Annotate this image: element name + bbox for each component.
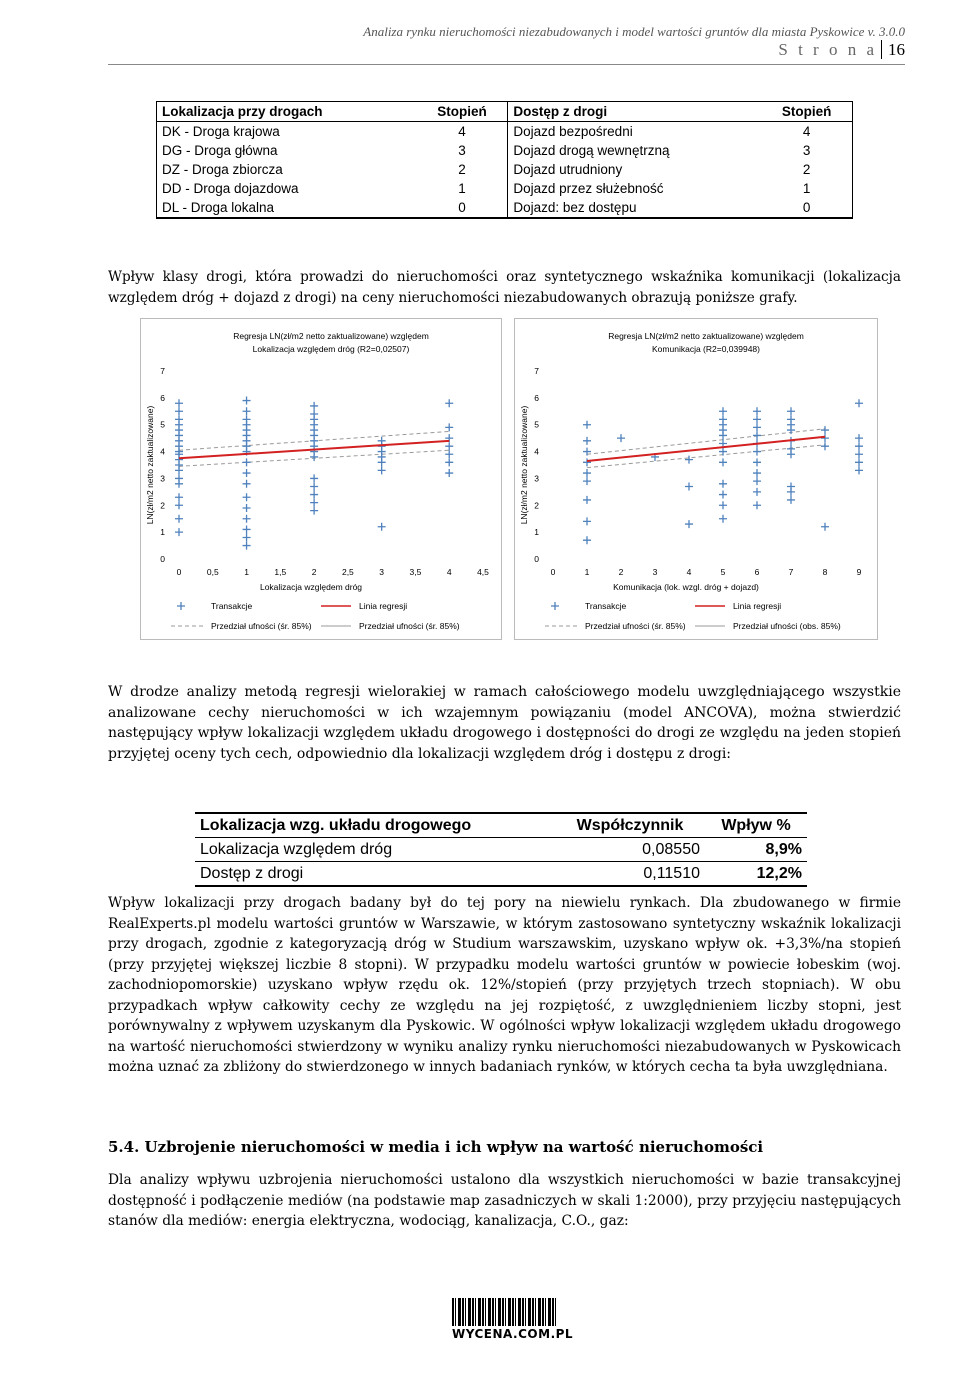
intro-paragraph: Wpływ klasy drogi, która prowadzi do nieruchomości oraz syntetycznego wskaźnika komunikacji (lokalizacja względem dróg + dojazd z drogi) na ceny nieruchomości niezabudowanych obrazują poniższe grafy. (108, 269, 901, 306)
data-point (821, 442, 829, 450)
data-point (685, 482, 693, 490)
data-point (175, 407, 183, 415)
data-point (243, 493, 251, 501)
data-point (719, 480, 727, 488)
table-cell: Dostęp z drogi (195, 862, 555, 887)
data-point (719, 515, 727, 523)
data-point (855, 434, 863, 442)
data-point (243, 525, 251, 533)
degrees-table-header (157, 102, 853, 122)
y-tick-label: 6 (534, 392, 539, 403)
data-point (583, 437, 591, 445)
table-cell: 0 (761, 198, 852, 218)
data-point (243, 397, 251, 405)
table-cell: Dojazd przez służebność (508, 179, 761, 198)
data-point (175, 501, 183, 509)
table-row (157, 160, 853, 179)
legend-label: Linia regresji (733, 601, 782, 611)
table-cell: 0 (417, 198, 508, 218)
data-point (243, 407, 251, 415)
data-point (445, 423, 453, 431)
legend-label: Linia regresji (359, 601, 408, 611)
table-cell: 4 (761, 122, 852, 142)
data-point (243, 515, 251, 523)
x-tick-label: 0 (176, 567, 182, 577)
data-point (310, 507, 318, 515)
y-tick-label: 7 (160, 366, 165, 376)
x-tick-label: 8 (822, 567, 828, 577)
x-tick-label: 3 (379, 567, 385, 577)
data-point (175, 493, 183, 501)
table-cell: 2 (761, 160, 852, 179)
y-tick-label: 1 (534, 527, 539, 538)
data-point (378, 466, 386, 474)
data-point (753, 423, 761, 431)
ancova-paragraph: W drodze analizy metodą regresji wielorakiej w ramach całościowego modelu uwzględniającego wszystkie analizowane cechy nieruchomości w ich wzajemnym powiązaniu (model ANCOVA), można stwierdzić następujący wpływ lokalizacji względem układu drogowego i dostępności do drogi ze względu na jeden stopień przyjętej oceny tych cech, odpowiednio dla lokalizacji względem dróg i dostępu z drogi: (108, 684, 901, 762)
page-number: 16 (881, 40, 905, 59)
legend-label: Przedział ufności (śr. 85%) (585, 621, 686, 631)
data-point (855, 450, 863, 458)
data-point (243, 469, 251, 477)
x-tick-label: 2 (618, 567, 624, 577)
table-cell: DD - Droga dojazdowa (157, 179, 417, 198)
data-point (719, 491, 727, 499)
table-cell: DZ - Droga zbiorcza (157, 160, 417, 179)
header-cell: Dostęp z drogi (508, 102, 761, 122)
header-cell: Stopień (417, 102, 508, 122)
y-tick-label: 0 (534, 554, 539, 564)
chart-communication (514, 318, 878, 640)
data-point (821, 434, 829, 442)
data-point (445, 442, 453, 450)
data-point (719, 407, 727, 415)
y-tick-label: 3 (160, 473, 165, 484)
data-point (821, 426, 829, 434)
x-tick-label: 4,5 (477, 567, 489, 577)
y-tick-label: 2 (534, 500, 539, 511)
data-point (175, 415, 183, 423)
table-row (157, 141, 853, 160)
data-point (243, 504, 251, 512)
data-point (753, 488, 761, 496)
table-cell: DG - Droga główna (157, 141, 417, 160)
header-cell: Współczynnik (555, 813, 705, 838)
data-point (175, 399, 183, 407)
data-point (243, 415, 251, 423)
footer-logo (452, 1298, 574, 1341)
legend-label: Przedział ufności (śr. 85%) (359, 621, 460, 631)
data-point (243, 480, 251, 488)
data-point (445, 469, 453, 477)
data-point (855, 399, 863, 407)
data-point (685, 456, 693, 464)
degrees-table (156, 101, 853, 219)
data-point (753, 458, 761, 466)
table-row (195, 838, 807, 862)
chart-subtitle: Lokalizacja względem dróg (R2=0,02507) (252, 344, 410, 354)
data-point (753, 407, 761, 415)
ci-upper-line (587, 429, 825, 455)
data-point (855, 466, 863, 474)
table-cell: DK - Droga krajowa (157, 122, 417, 142)
data-point (787, 496, 795, 504)
chart-location-roads (140, 318, 502, 640)
data-point (175, 528, 183, 536)
data-point (787, 445, 795, 453)
legend-label: Przedział ufności (obs. 85%) (733, 621, 841, 631)
page-label-text: S t r o n a (778, 40, 877, 59)
chart-subtitle: Komunikacja (R2=0,039948) (652, 344, 760, 354)
legend-label: Przedział ufności (śr. 85%) (211, 621, 312, 631)
table-row (157, 122, 853, 142)
data-point (310, 499, 318, 507)
y-axis-label: LN(zł/m2 netto zaktualizowane) (145, 405, 155, 525)
section-heading: 5.4. Uzbrojenie nieruchomości w media i ich wpływ na wartość nieruchomości (108, 1138, 764, 1156)
x-tick-label: 2 (311, 567, 317, 577)
y-tick-label: 4 (160, 446, 165, 457)
data-point (787, 407, 795, 415)
table-cell: 3 (761, 141, 852, 160)
data-point (855, 458, 863, 466)
table-cell: Dojazd drogą wewnętrzną (508, 141, 761, 160)
x-tick-label: 4 (446, 567, 452, 577)
data-point (310, 474, 318, 482)
table-cell: 3 (458, 143, 466, 158)
table-cell: 1 (761, 179, 852, 198)
comparison-paragraph: Wpływ lokalizacji przy drogach badany był do tej pory na niewielu rynkach. Dla zbudowanego w firmie RealExperts.pl modelu wartości gruntów w Warszawie, w którym zastosowano syntetyczny wskaźnik lokalizacji przy drogach, zgodnie z kategoryzacją dróg w Studium warszawskim, uzyskano wpływ ok. +3,3%/na stopień (przy przyjętej większej liczbie 8 stopni). W przypadku modelu wartości gruntów w powiecie łobeskim (woj. zachodniopomorskie) uzyskano wpływ rzędu ok. 12%/stopień (przy przyjętych trzech stopniach). W obu przypadkach wpływ całkowity cechy ze względu na jej rozpiętość, z uwzględnieniem liczby stopni, jest porównywalny z wpływem uzyskanym dla Pyskowic. W ogólności wpływ lokalizacji względem układu drogowego na wartość nieruchomości stwierdzony w wyniku analizy rynku nieruchomości niezabudowanych w Pyskowicach można uznać za zbliżony do stwierdzonego w innych badaniach rynków, w których cecha ta była uwzględniana. (108, 895, 901, 1075)
data-point (310, 402, 318, 410)
factor-table-header (195, 813, 807, 838)
data-point (787, 482, 795, 490)
data-point (583, 458, 591, 466)
y-tick-label: 0 (160, 554, 165, 564)
table-cell: 12,2% (705, 862, 807, 887)
data-point (243, 534, 251, 542)
legend-label: Transakcje (585, 601, 627, 611)
barcode-image (452, 1298, 556, 1326)
data-point (753, 415, 761, 423)
y-tick-label: 6 (160, 392, 165, 403)
y-tick-label: 5 (160, 419, 165, 430)
table-cell: 4 (458, 124, 466, 139)
data-point (617, 434, 625, 442)
header-cell: Lokalizacja przy drogach (157, 102, 417, 122)
x-tick-label: 3,5 (409, 567, 422, 577)
data-point (685, 520, 693, 528)
x-tick-label: 9 (856, 567, 862, 577)
table-cell: 0,11510 (555, 862, 705, 887)
data-point (378, 523, 386, 531)
x-tick-label: 7 (788, 567, 794, 577)
data-point (753, 477, 761, 485)
y-tick-label: 1 (160, 527, 165, 538)
y-tick-label: 3 (534, 473, 539, 484)
x-tick-label: 1,5 (274, 567, 287, 577)
utilities-paragraph: Dla analizy wpływu uzbrojenia nieruchomości ustalono dla wszystkich nieruchomości w bazie transakcyjnej dostępność i podłączenie mediów (na podstawie map zasadniczych w skali 1:2000), przy przyjęciu następujących stanów dla mediów: energia elektryczna, wodociąg, kanalizacja, C.O., gaz: (108, 1172, 901, 1229)
chart-title: Regresja LN(zł/m2 netto zaktualizowane) względem (608, 331, 804, 341)
table-row (195, 862, 807, 887)
data-point (243, 458, 251, 466)
table-cell: 0,08550 (555, 838, 705, 862)
x-axis-label: Komunikacja (lok. wzgl. dróg + dojazd) (613, 582, 759, 592)
data-point (445, 450, 453, 458)
x-tick-label: 4 (686, 567, 692, 577)
data-point (583, 469, 591, 477)
data-point (719, 501, 727, 509)
data-point (378, 437, 386, 445)
table-cell: 1 (458, 181, 466, 196)
x-tick-label: 1 (584, 567, 590, 577)
chart-title: Regresja LN(zł/m2 netto zaktualizowane) względem (233, 331, 429, 341)
y-axis-label: LN(zł/m2 netto zaktualizowane) (519, 405, 529, 525)
page-number-label (778, 40, 905, 60)
y-tick-label: 4 (534, 446, 539, 457)
table-row (157, 179, 853, 198)
data-point (787, 415, 795, 423)
legend-label: Transakcje (211, 601, 253, 611)
data-point (719, 448, 727, 456)
table-row (157, 198, 853, 218)
data-point (310, 482, 318, 490)
table-cell: Dojazd utrudniony (508, 160, 761, 179)
data-point (310, 491, 318, 499)
y-tick-label: 7 (534, 366, 539, 376)
chart-svg (515, 319, 877, 639)
data-point (583, 421, 591, 429)
data-point (243, 542, 251, 550)
x-tick-label: 6 (754, 567, 760, 577)
x-tick-label: 0,5 (206, 567, 219, 577)
table-cell: 8,9% (705, 838, 807, 862)
x-tick-label: 3 (652, 567, 658, 577)
header-cell: Lokalizacja wzg. układu drogowego (195, 813, 555, 838)
data-point (821, 523, 829, 531)
data-point (753, 501, 761, 509)
header-cell: Stopień (761, 102, 852, 122)
table-cell: DL - Droga lokalna (157, 198, 417, 218)
data-point (583, 477, 591, 485)
data-point (753, 469, 761, 477)
data-point (753, 431, 761, 439)
data-point (719, 415, 727, 423)
legend-marker-transactions (551, 602, 559, 610)
document-title: Analiza rynku nieruchomości niezabudowanych i model wartości gruntów dla miasta Pyskowice v. 3.0.0 (363, 24, 905, 39)
x-tick-label: 5 (720, 567, 726, 577)
legend-marker-transactions (177, 602, 185, 610)
header-divider (108, 64, 905, 65)
y-tick-label: 2 (160, 500, 165, 511)
table-cell: 2 (458, 162, 466, 177)
table-cell: Dojazd bezpośredni (508, 122, 761, 142)
header-cell: Wpływ % (705, 813, 807, 838)
x-tick-label: 1 (244, 567, 249, 577)
data-point (855, 442, 863, 450)
y-tick-label: 5 (534, 419, 539, 430)
data-point (719, 458, 727, 466)
x-tick-label: 0 (550, 567, 556, 577)
x-axis-label: Lokalizacja względem dróg (259, 582, 363, 592)
data-point (583, 517, 591, 525)
data-point (175, 474, 183, 482)
table-cell: Lokalizacja względem dróg (195, 838, 555, 862)
x-tick-label: 2,5 (341, 567, 354, 577)
data-point (583, 496, 591, 504)
data-point (445, 458, 453, 466)
table-cell: Dojazd: bez dostępu (508, 198, 761, 218)
chart-svg (141, 319, 501, 639)
data-point (445, 399, 453, 407)
data-point (175, 515, 183, 523)
factor-table (195, 812, 807, 887)
logo-text: WYCENA.COM.PL (452, 1327, 574, 1341)
data-point (310, 410, 318, 418)
data-point (753, 448, 761, 456)
data-point (583, 536, 591, 544)
